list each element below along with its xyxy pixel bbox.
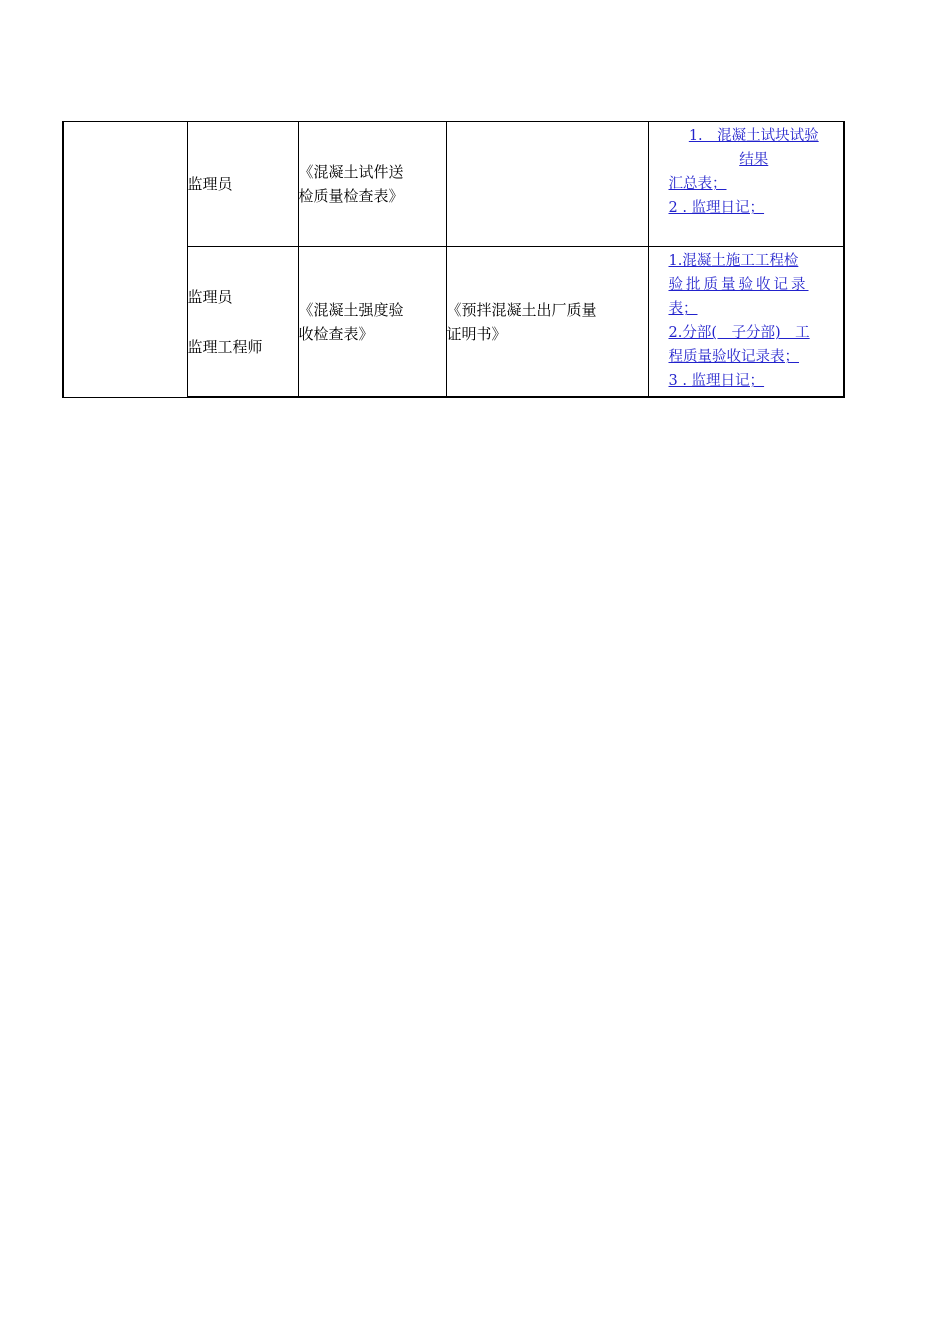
role-cell xyxy=(187,122,298,247)
reference-link[interactable]: 2.分部( 子分部) 工 xyxy=(668,325,810,342)
reference-link[interactable]: 验批质量验收记录 xyxy=(668,277,809,294)
doc-name-line: 《预拌混凝土出厂质量 xyxy=(446,300,597,319)
reference-cell xyxy=(648,247,844,397)
table-row xyxy=(63,122,844,247)
role-cell xyxy=(187,247,298,397)
docs-cell xyxy=(446,247,648,397)
reference-link[interactable]: 表； xyxy=(668,301,698,318)
reference-cell xyxy=(648,122,844,247)
reference-link[interactable]: 2 . 监理日记； xyxy=(668,200,765,216)
docs-cell xyxy=(446,122,648,247)
reference-link[interactable]: 汇总表； xyxy=(668,176,727,192)
reference-link[interactable]: 1.混凝土施工工程检 xyxy=(668,253,799,270)
reference-link[interactable]: 3 . 监理日记； xyxy=(668,373,765,390)
inspection-table xyxy=(62,121,845,398)
reference-link[interactable]: 结果 xyxy=(739,152,769,168)
reference-link[interactable]: 程质量验收记录表； xyxy=(668,349,799,366)
role-label: 监理员 xyxy=(187,287,233,306)
form-name-line: 《混凝土强度验 xyxy=(298,300,404,319)
doc-name-line: 证明书》 xyxy=(446,324,507,343)
form-name-line: 检质量检查表》 xyxy=(298,187,404,206)
form-name-line: 收检查表》 xyxy=(298,324,374,343)
form-cell xyxy=(298,247,446,397)
role-label: 监理工程师 xyxy=(187,337,263,356)
form-cell xyxy=(298,122,446,247)
reference-link[interactable]: 1. 混凝土试块试验 xyxy=(688,128,819,144)
blank-cell xyxy=(63,122,187,398)
role-label: 监理员 xyxy=(187,175,233,194)
form-name-line: 《混凝土试件送 xyxy=(298,163,404,182)
